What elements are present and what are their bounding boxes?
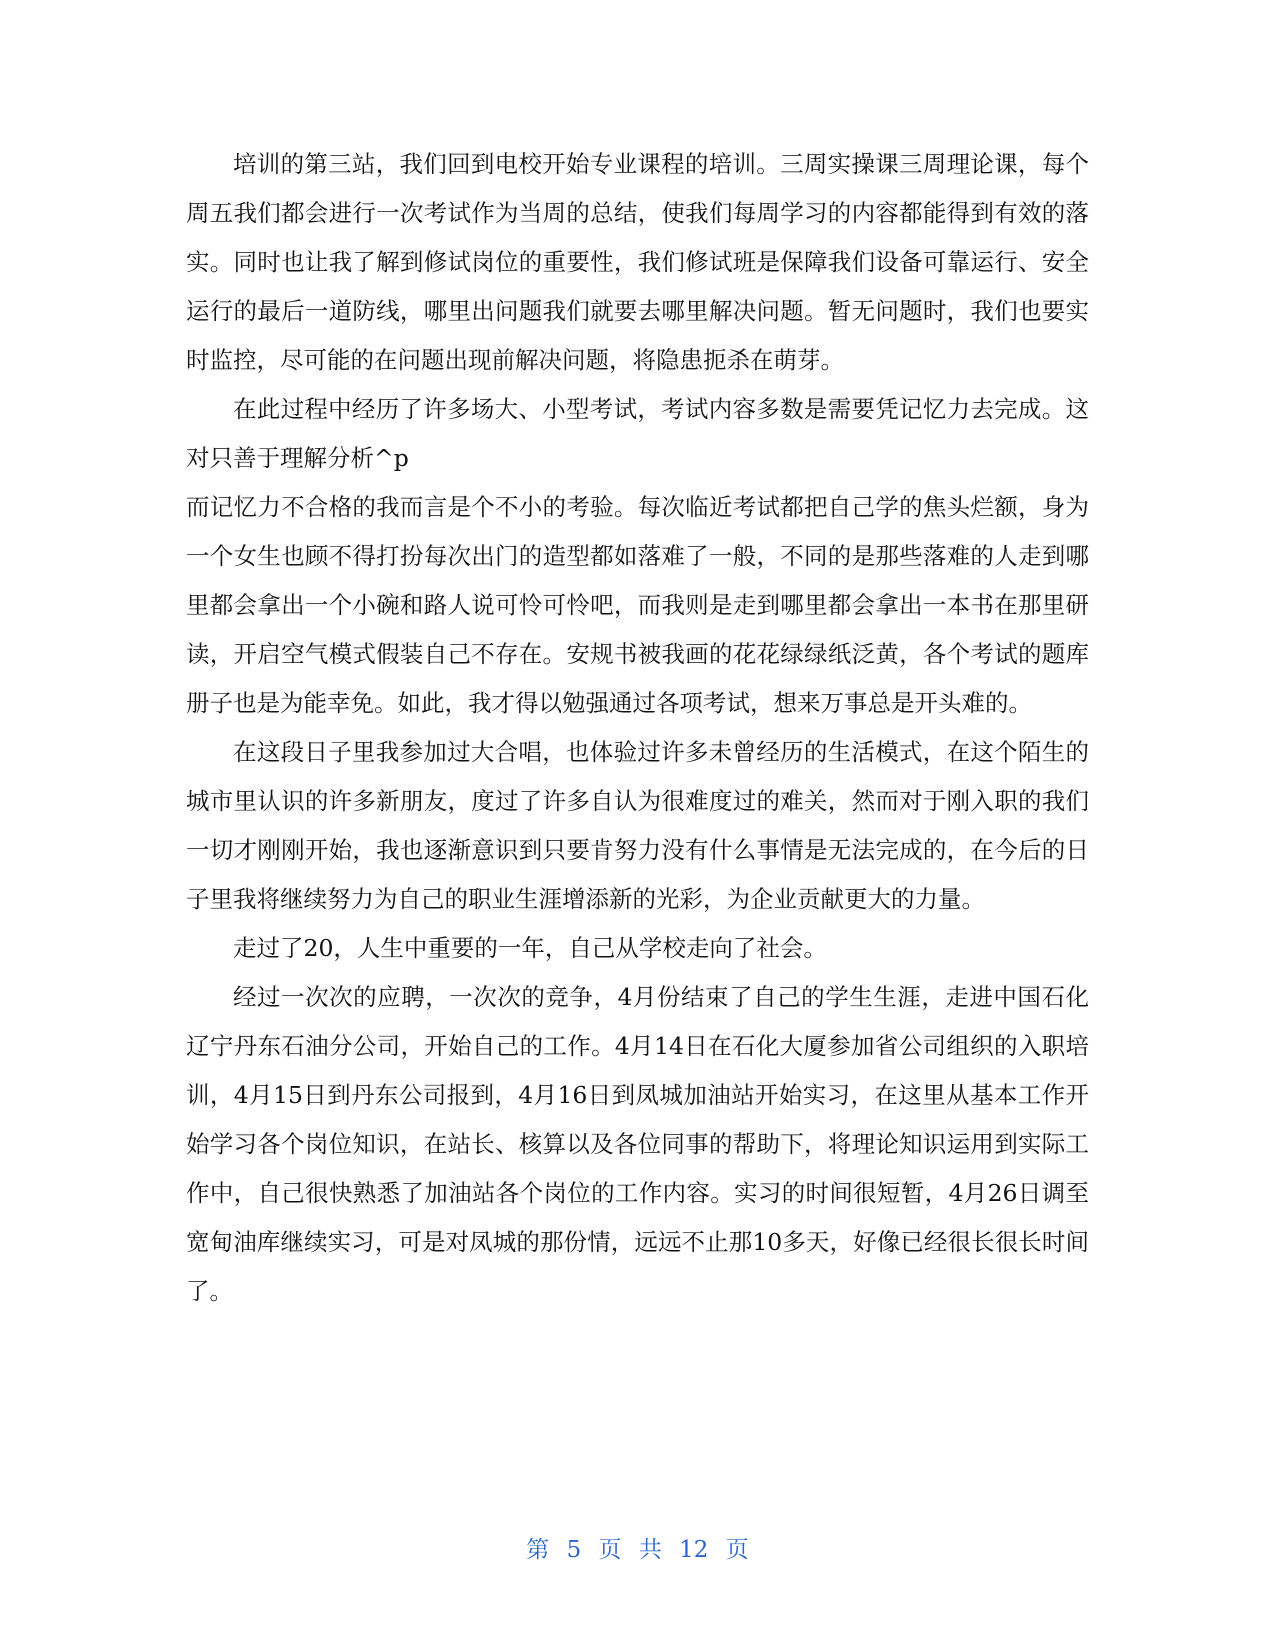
- page-number-footer: 第 5 页 共 12 页: [526, 1537, 749, 1563]
- paragraph-5: 经过一次次的应聘，一次次的竞争，4月份结束了自己的学生生涯，走进中国石化辽宁丹东石油分公司，开始自己的工作。4月14日在石化大厦参加省公司组织的入职培训，4月15日到丹东公司报到，4月16日到凤城加油站开始实习，在这里从基本工作开始学习各个岗位知识，在站长、核算以及各位同事的帮助下，将理论知识运用到实际工作中，自己很快熟悉了加油站各个岗位的工作内容。实习的时间很短暂，4月26日调至宽甸油库继续实习，可是对凤城的那份情，远远不止那10多天，好像已经很长很长时间了。: [186, 983, 1089, 1305]
- paragraph-4: 走过了20，人生中重要的一年，自己从学校走向了社会。: [233, 934, 827, 962]
- paragraph-1: 培训的第三站，我们回到电校开始专业课程的培训。三周实操课三周理论课，每个周五我们都会进行一次考试作为当周的总结，使我们每周学习的内容都能得到有效的落实。同时也让我了解到修试岗位的重要性，我们修试班是保障我们设备可靠运行、安全运行的最后一道防线，哪里出问题我们就要去哪里解决问题。暂无问题时，我们也要实时监控，尽可能的在问题出现前解决问题，将隐患扼杀在萌芽。: [186, 150, 1089, 374]
- paragraph-2-line-1: 在此过程中经历了许多场大、小型考试，考试内容多数是需要凭记忆力去完成。这对只善于理解分析^p: [186, 395, 1089, 472]
- paragraph-2-line-2: 而记忆力不合格的我而言是个不小的考验。每次临近考试都把自己学的焦头烂额，身为一个女生也顾不得打扮每次出门的造型都如落难了一般，不同的是那些落难的人走到哪里都会拿出一个小碗和路人说可怜可怜吧，而我则是走到哪里都会拿出一本书在那里研读，开启空气模式假装自己不存在。安规书被我画的花花绿绿纸泛黄，各个考试的题库册子也是为能幸免。如此，我才得以勉强通过各项考试，想来万事总是开头难的。: [186, 493, 1089, 717]
- paragraph-3: 在这段日子里我参加过大合唱，也体验过许多未曾经历的生活模式，在这个陌生的城市里认识的许多新朋友，度过了许多自认为很难度过的难关，然而对于刚入职的我们一切才刚刚开始，我也逐渐意识到只要肯努力没有什么事情是无法完成的，在今后的日子里我将继续努力为自己的职业生涯增添新的光彩，为企业贡献更大的力量。: [186, 738, 1089, 913]
- document-body: [186, 140, 1089, 1316]
